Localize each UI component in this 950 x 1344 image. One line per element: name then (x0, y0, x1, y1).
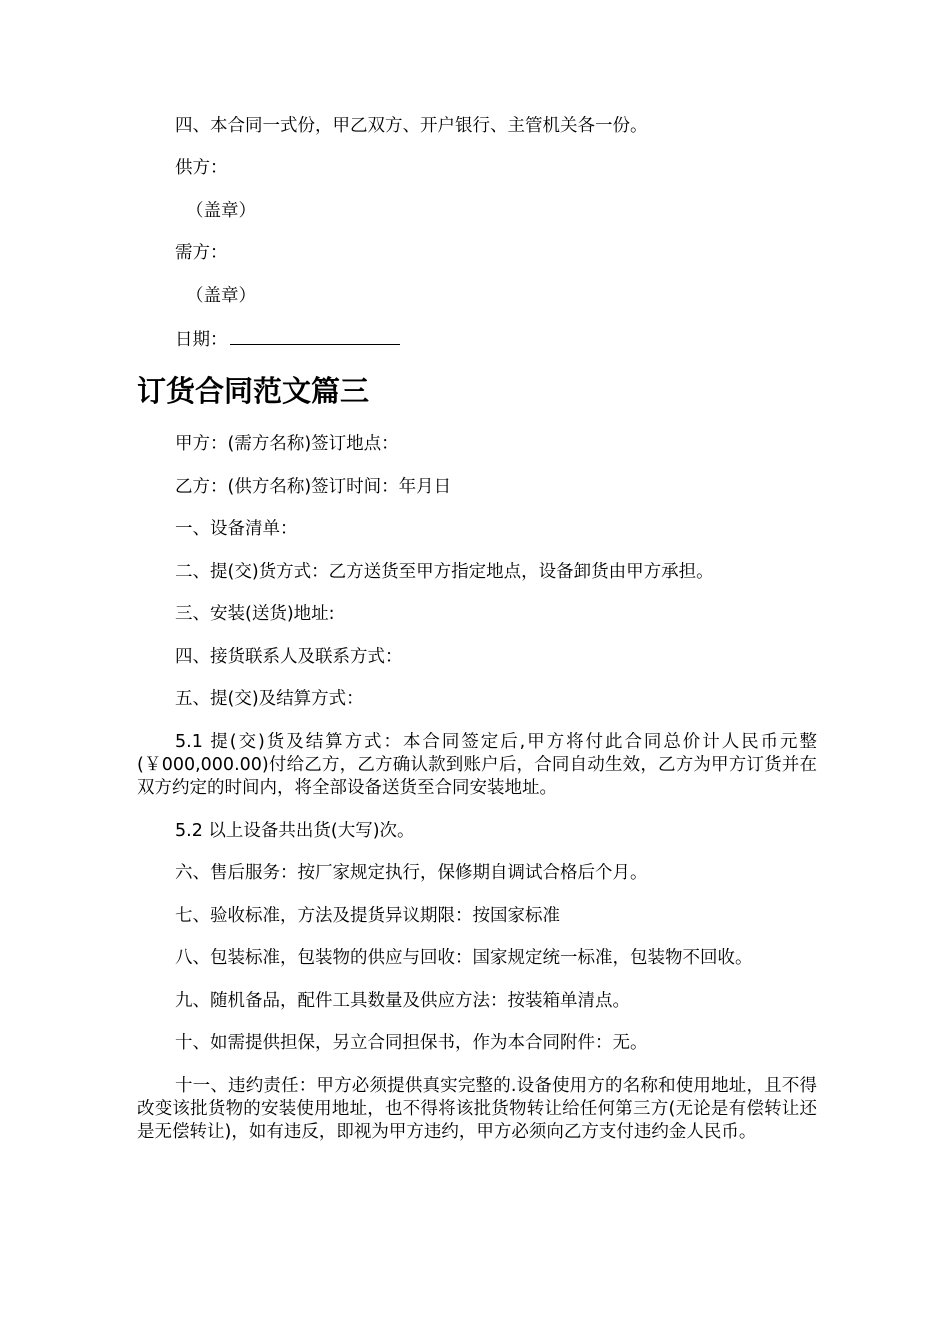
clause-8: 八、包装标准，包装物的供应与回收：国家规定统一标准，包装物不回收。 (175, 948, 753, 968)
clause-1: 一、设备清单： (175, 519, 298, 539)
party-a: 甲方：(需方名称)签订地点： (175, 434, 399, 454)
clause-9: 九、随机备品，配件工具数量及供应方法：按装箱单清点。 (175, 991, 630, 1011)
date-line (175, 326, 400, 352)
clause-5-1: 5.1 提(交)货及结算方式：本合同签定后,甲方将付此合同总价计人民币元整(￥000,000.00)付给乙方，乙方确认款到账户后，合同自动生效，乙方为甲方订货并在双方约定的时间内，将全部设备送货至合同安装地址。 (137, 732, 817, 798)
clause-5-2: 5.2 以上设备共出货(大写)次。 (175, 821, 415, 841)
clause-6: 六、售后服务：按厂家规定执行，保修期自调试合格后个月。 (175, 863, 648, 883)
clause-7: 七、验收标准，方法及提货异议期限：按国家标准 (175, 906, 560, 926)
clause-10: 十、如需提供担保，另立合同担保书，作为本合同附件：无。 (175, 1033, 648, 1053)
date-blank (230, 326, 400, 345)
party-b: 乙方：(供方名称)签订时间：年月日 (175, 477, 452, 497)
buyer-seal: （盖章） (186, 286, 256, 306)
clause-2: 二、提(交)货方式：乙方送货至甲方指定地点，设备卸货由甲方承担。 (175, 562, 714, 582)
supplier-label: 供方： (175, 158, 228, 178)
clause-5: 五、提(交)及结算方式： (175, 689, 364, 709)
section-heading: 订货合同范文篇三 (137, 374, 370, 408)
clause-copies: 四、本合同一式份，甲乙双方、开户银行、主管机关各一份。 (175, 116, 648, 136)
clause-4: 四、接货联系人及联系方式： (175, 647, 403, 667)
clause-11: 十一、违约责任：甲方必须提供真实完整的.设备使用方的名称和使用地址，且不得改变该批货物的安装使用地址，也不得将该批货物转让给任何第三方(无论是有偿转让还是无偿转让)，如有违反，即视为甲方违约，甲方必须向乙方支付违约金人民币。 (137, 1076, 817, 1142)
clause-3: 三、安装(送货)地址: (175, 604, 335, 624)
buyer-label: 需方： (175, 243, 228, 263)
supplier-seal: （盖章） (186, 201, 256, 221)
date-label: 日期： (175, 330, 228, 350)
